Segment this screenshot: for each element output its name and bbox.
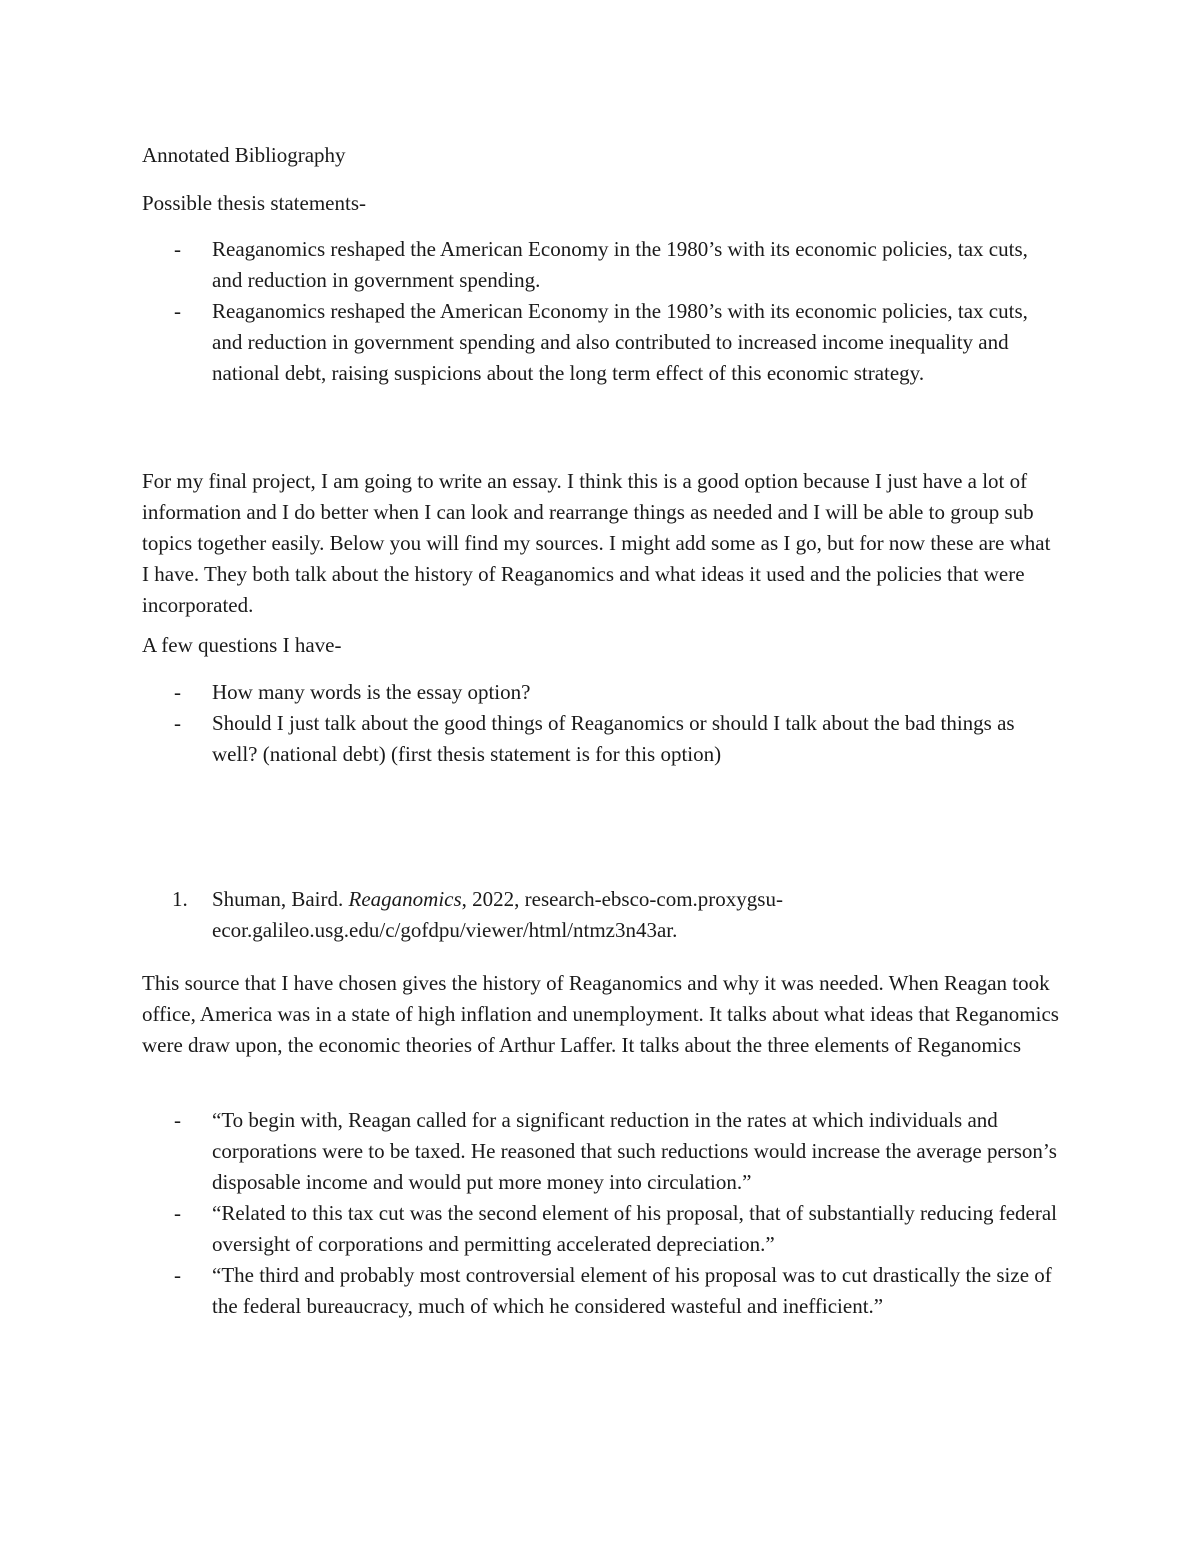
citation-author: Shuman, Baird. <box>212 887 344 911</box>
thesis-statement-1: Reaganomics reshaped the American Economy in the 1980’s with its economic policies, tax cuts, and reduction in government spending. <box>212 237 1028 292</box>
quote-3: “The third and probably most controversial element of his proposal was to cut drastically the size of the federal bureaucracy, much of which he considered wasteful and inefficient.” <box>212 1263 1052 1318</box>
quote-2: “Related to this tax cut was the second element of his proposal, that of substantially reducing federal oversight of corporations and permitting accelerated depreciation.” <box>212 1201 1058 1256</box>
thesis-heading: Possible thesis statements- <box>142 191 366 215</box>
quote-1: “To begin with, Reagan called for a significant reduction in the rates at which individuals and corporations were to be taxed. He reasoned that such reductions would increase the average person’s disposable income and would put more money into circulation.” <box>212 1108 1057 1194</box>
list-item <box>142 1260 1062 1322</box>
source-number: 1. <box>172 887 188 911</box>
dash-marker: - <box>174 237 181 261</box>
questions-list <box>142 677 1062 770</box>
list-item <box>142 677 1062 708</box>
dash-marker: - <box>174 1263 181 1287</box>
list-item <box>142 1105 1062 1198</box>
source-citation-1 <box>142 884 1062 946</box>
citation-title: Reaganomics <box>348 887 462 911</box>
document-title: Annotated Bibliography <box>142 143 346 167</box>
list-item <box>142 296 1062 389</box>
project-paragraph: For my final project, I am going to write an essay. I think this is a good option because I just have a lot of information and I do better when I can look and rearrange things as needed and I will be able to group sub topics together easily. Below you will find my sources. I might add some as I go, but for now these are what I have. They both talk about the history of Reaganomics and what ideas it used and the policies that were incorporated. <box>142 469 1051 617</box>
thesis-list <box>142 234 1062 389</box>
dash-marker: - <box>174 1201 181 1225</box>
citation-details: , 2022, research-ebsco-com.proxygsu-ecor.galileo.usg.edu/c/gofdpu/viewer/html/ntmz3n43ar. <box>212 887 783 942</box>
dash-marker: - <box>174 711 181 735</box>
dash-marker: - <box>174 299 181 323</box>
thesis-statement-2: Reaganomics reshaped the American Economy in the 1980’s with its economic policies, tax cuts, and reduction in government spending and also contributed to increased income inequality and national debt, raising suspicions about the long term effect of this economic strategy. <box>212 299 1028 385</box>
dash-marker: - <box>174 1108 181 1132</box>
dash-marker: - <box>174 680 181 704</box>
list-item <box>142 708 1062 770</box>
question-1: How many words is the essay option? <box>212 680 531 704</box>
list-item <box>142 234 1062 296</box>
citation-text <box>142 884 1062 946</box>
quotes-list <box>142 1105 1062 1322</box>
list-item <box>142 1198 1062 1260</box>
questions-heading: A few questions I have- <box>142 633 342 657</box>
question-2: Should I just talk about the good things of Reaganomics or should I talk about the bad things as well? (national debt) (first thesis statement is for this option) <box>212 711 1015 766</box>
source1-annotation: This source that I have chosen gives the history of Reaganomics and why it was needed. When Reagan took office, America was in a state of high inflation and unemployment. It talks about what ideas that Reganomics were draw upon, the economic theories of Arthur Laffer. It talks about the three elements of Reganomics <box>142 971 1059 1057</box>
